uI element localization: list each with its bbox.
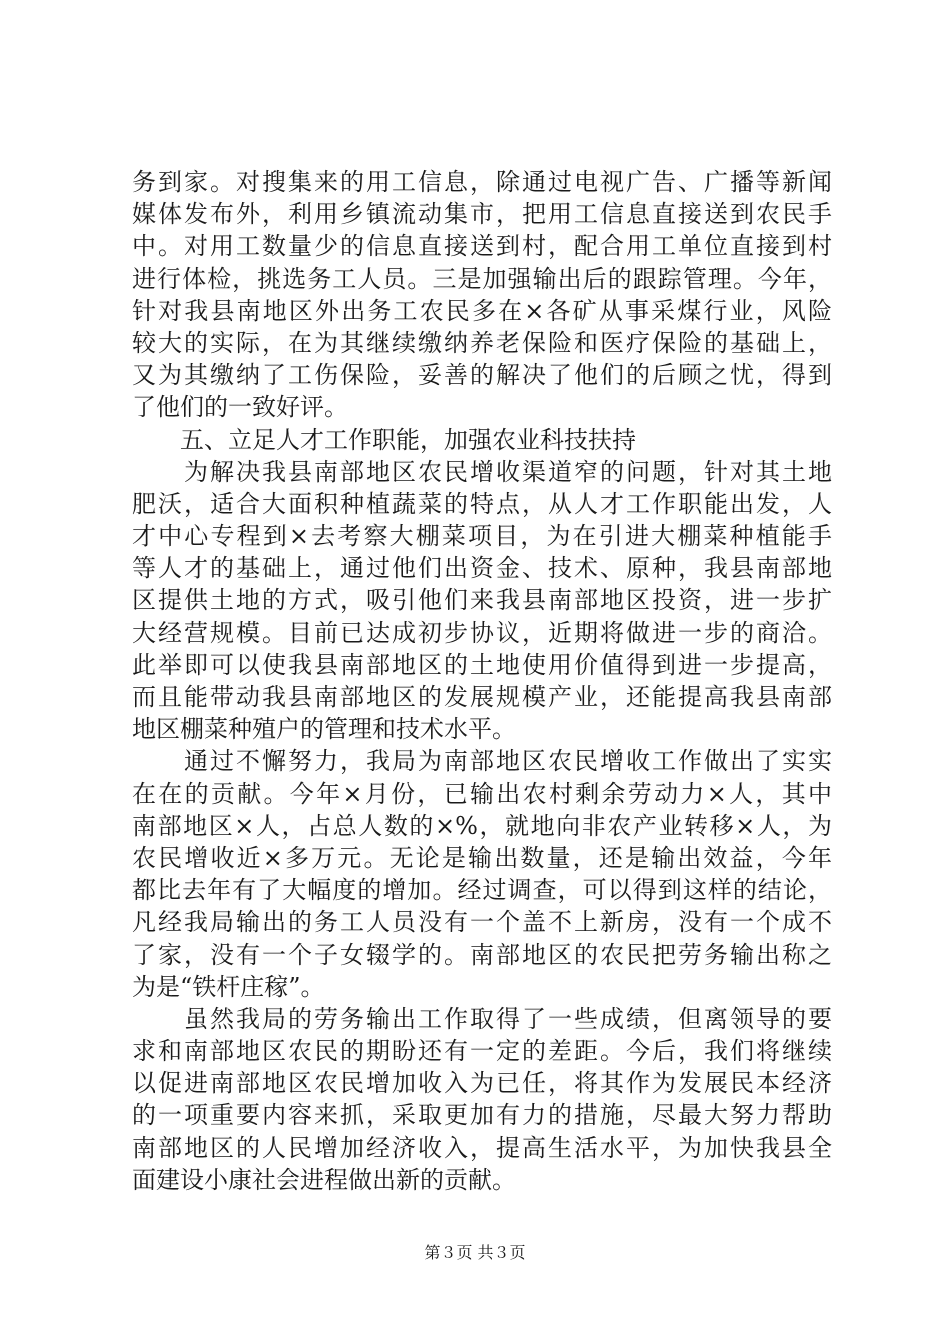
document-body [132, 166, 832, 1196]
text-line: 的一项重要内容来抓，采取更加有力的措施，尽最大努力帮助 [132, 1101, 832, 1130]
text-line: 务到家。对搜集来的用工信息，除通过电视广告、广播等新闻 [132, 168, 832, 196]
text-line: 等人才的基础上，通过他们出资金、技术、原种，我县南部地 [132, 554, 832, 583]
text-line: 针对我县南地区外出务工农民多在×各矿从事采煤行业，风险 [132, 296, 832, 325]
text-line: 地区棚菜种殖户的管理和技术水平。 [132, 715, 516, 744]
text-line: 凡经我局输出的务工人员没有一个盖不上新房，没有一个成不 [132, 908, 832, 937]
text-line: 农民增收近×多万元。无论是输出数量，还是输出效益，今年 [132, 843, 832, 872]
text-line: 大经营规模。目前已达成初步协议，近期将做进一步的商洽。 [132, 618, 832, 647]
text-line: 虽然我局的劳务输出工作取得了一些成绩，但离领导的要 [132, 1004, 832, 1033]
text-line: 而且能带动我县南部地区的发展规模产业，还能提高我县南部 [132, 683, 832, 711]
text-line: 为是“铁杆庄稼”。 [132, 972, 325, 1001]
text-line: 区提供土地的方式，吸引他们来我县南部地区投资，进一步扩 [132, 586, 832, 615]
text-line: 中。对用工数量少的信息直接送到村，配合用工单位直接到村 [132, 232, 832, 261]
text-line: 南部地区的人民增加经济收入，提高生活水平，为加快我县全 [132, 1133, 832, 1162]
text-line: 了他们的一致好评。 [132, 393, 348, 422]
text-line: 在在的贡献。今年×月份，已输出农村剩余劳动力×人，其中 [132, 779, 832, 808]
text-line: 肥沃，适合大面积种植蔬菜的特点，从人才工作职能出发，人 [132, 489, 832, 518]
text-line: 又为其缴纳了工伤保险，妥善的解决了他们的后顾之忧，得到 [132, 361, 832, 390]
text-line: 了家，没有一个子女辍学的。南部地区的农民把劳务输出称之 [132, 940, 832, 969]
text-line: 媒体发布外，利用乡镇流动集市，把用工信息直接送到农民手 [132, 200, 832, 229]
text-line: 较大的实际，在为其继续缴纳养老保险和医疗保险的基础上， [132, 328, 832, 357]
text-line: 通过不懈努力，我局为南部地区农民增收工作做出了实实 [132, 747, 832, 776]
text-line: 此举即可以使我县南部地区的土地使用价值得到进一步提高， [132, 650, 832, 679]
text-line: 以促进南部地区农民增加收入为已任，将其作为发展民本经济 [132, 1069, 832, 1098]
section-heading: 五、立足人才工作职能，加强农业科技扶持 [132, 425, 636, 454]
text-line: 都比去年有了大幅度的增加。经过调查，可以得到这样的结论， [132, 876, 832, 905]
text-line: 才中心专程到×去考察大棚菜项目，为在引进大棚菜种植能手 [132, 522, 832, 551]
text-line: 面建设小康社会进程做出新的贡献。 [132, 1165, 516, 1194]
page-footer: 第３页 共３页 [424, 1243, 526, 1262]
text-line: 为解决我县南部地区农民增收渠道窄的问题，针对其土地 [132, 457, 832, 486]
text-line: 进行体检，挑选务工人员。三是加强输出后的跟踪管理。今年， [132, 264, 832, 293]
text-line: 南部地区×人，占总人数的×%，就地向非农产业转移×人，为 [132, 811, 832, 840]
text-line: 求和南部地区农民的期盼还有一定的差距。今后，我们将继续 [132, 1037, 832, 1066]
